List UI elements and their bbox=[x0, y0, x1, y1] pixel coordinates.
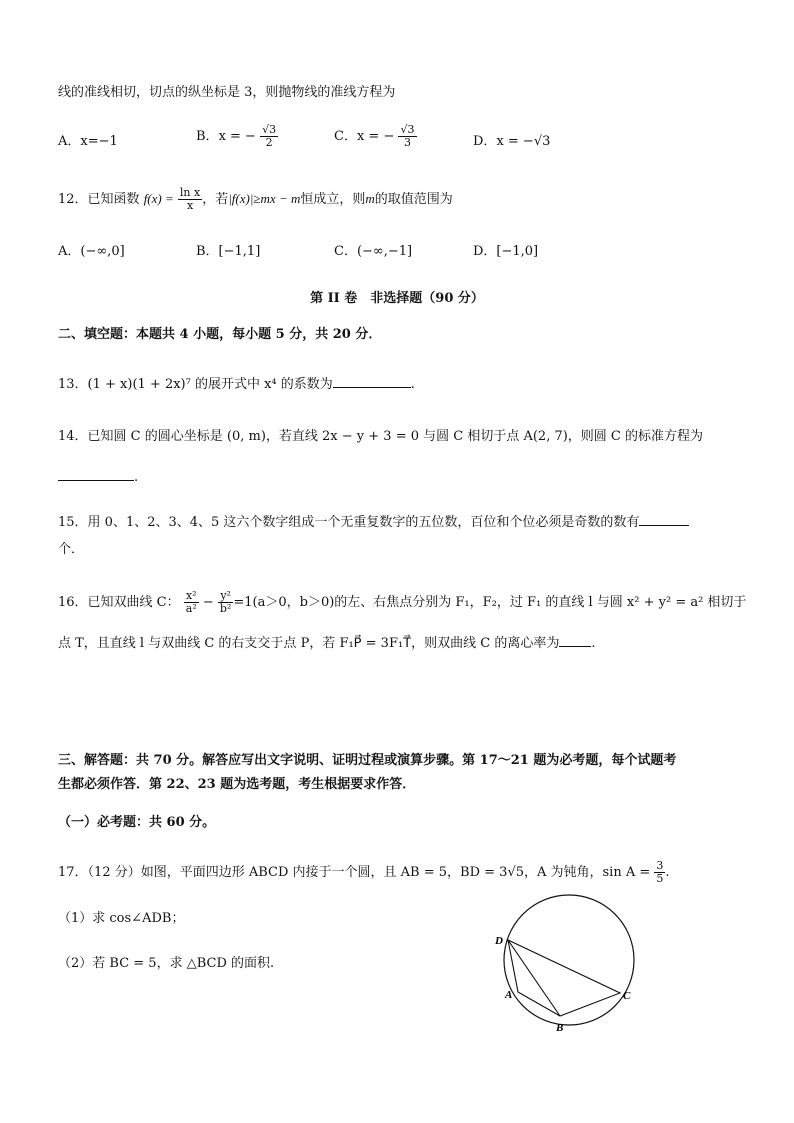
quadrilateral-abcd bbox=[508, 940, 620, 1016]
option-letter: A． bbox=[58, 134, 81, 149]
part3-header-line2: 生都必须作答．第 22、23 题为选考题，考生根据要求作答． bbox=[58, 777, 416, 792]
part3-header-line1: 三、解答题：共 70 分。解答应写出文字说明、证明过程或演算步骤。第 17～21 题为必考题，每个试题考 bbox=[58, 753, 677, 768]
label-a: A bbox=[505, 989, 513, 1001]
q11-option-b bbox=[196, 124, 278, 149]
q11-option-a bbox=[58, 133, 118, 151]
section-title: 第 II 卷 非选择题（90 分） bbox=[310, 291, 484, 306]
fraction: $\frac{√3}{3}$ bbox=[400, 123, 415, 149]
q16-line2: 点 T，且直线 l 与双曲线 C 的右支交于点 P，若 F₁P⃗ = 3F₁T⃗，则双曲线 C 的离心率为 . bbox=[58, 632, 595, 653]
fraction: $\frac{√3}{2}$ bbox=[262, 123, 277, 149]
answer-blank[interactable] bbox=[58, 466, 134, 481]
q11-option-d bbox=[473, 133, 550, 151]
part2-header: 二、填空题：本题共 4 小题，每小题 5 分，共 20 分． bbox=[58, 327, 382, 342]
q12-option-d: D．[−1,0] bbox=[473, 244, 539, 259]
q12-stem: 12．已知函数 f(x) = $\frac{\text{ln x}}{x}$ ，若|f(x)|≥mx − m恒成立，则m的取值范围为 bbox=[58, 186, 453, 212]
option-text: x = − bbox=[356, 129, 395, 144]
required-header: （一）必考题：共 60 分。 bbox=[58, 815, 216, 830]
q12-option-b: B．[−1,1] bbox=[196, 244, 261, 259]
fraction: $\frac{\text{ln x}}{x}$ bbox=[179, 186, 201, 212]
q17-stem: 17．（12 分）如图，平面四边形 ABCD 内接于一个圆，且 AB = 5，BD = 3√5，A 为钝角，sin A = $\frac{3}{5}$ . bbox=[58, 859, 670, 885]
q15-line2: 个． bbox=[58, 542, 85, 557]
answer-blank[interactable] bbox=[333, 373, 411, 388]
q12-option-c: C．(−∞,−1] bbox=[334, 244, 413, 259]
q17-sub2: （2）若 BC = 5，求 △BCD 的面积. bbox=[58, 956, 275, 971]
answer-blank[interactable] bbox=[559, 632, 591, 647]
option-text: x = −√3 bbox=[496, 134, 551, 149]
answer-blank[interactable] bbox=[639, 511, 689, 526]
label-b: B bbox=[556, 1022, 564, 1034]
q14-line1: 14．已知圆 C 的圆心坐标是 (0, m)，若直线 2x − y + 3 = 0 与圆 C 相切于点 A(2, 7)，则圆 C 的标准方程为 bbox=[58, 429, 704, 444]
option-letter: C． bbox=[334, 129, 357, 144]
fraction: $\frac{3}{5}$ bbox=[656, 859, 664, 885]
q12-option-a: A．(−∞,0] bbox=[58, 244, 125, 259]
label-d: D bbox=[495, 935, 503, 947]
option-text: x=−1 bbox=[80, 134, 118, 149]
q17-sub1: （1）求 cos∠ADB； bbox=[58, 911, 185, 926]
q15-line1: 15．用 0、1、2、3、4、5 这六个数字组成一个无重复数字的五位数，百位和个位必须是奇数的数有 bbox=[58, 511, 689, 532]
circle-quadrilateral-figure bbox=[490, 890, 650, 1040]
q13: 13．(1 + x)(1 + 2x)⁷ 的展开式中 x⁴ 的系数为 . bbox=[58, 373, 415, 394]
option-letter: D． bbox=[473, 134, 497, 149]
q14-line2: . bbox=[58, 466, 138, 487]
fraction: $\frac{\text{x²}}{\text{a²}}$ bbox=[185, 589, 197, 615]
q11-option-c bbox=[334, 124, 417, 149]
circumcircle bbox=[504, 895, 634, 1025]
q11-text: 线的准线相切，切点的纵坐标是 3，则抛物线的准线方程为 bbox=[58, 85, 396, 100]
label-c: C bbox=[623, 990, 631, 1002]
fraction: $\frac{\text{y²}}{\text{b²}}$ bbox=[219, 589, 232, 615]
option-text: x = − bbox=[218, 129, 256, 144]
option-letter: B． bbox=[196, 129, 219, 144]
q16-line1: 16．已知双曲线 C： $\frac{\text{x²}}{\text{a²}}$ − $\frac{\text{y²}}{\text{b²}}$ =1(a＞0，b＞0)的左、右焦点分别为 F₁，F₂，过 F₁ 的直线 l 与圆 x² + y² = a² 相切于 bbox=[58, 589, 747, 615]
